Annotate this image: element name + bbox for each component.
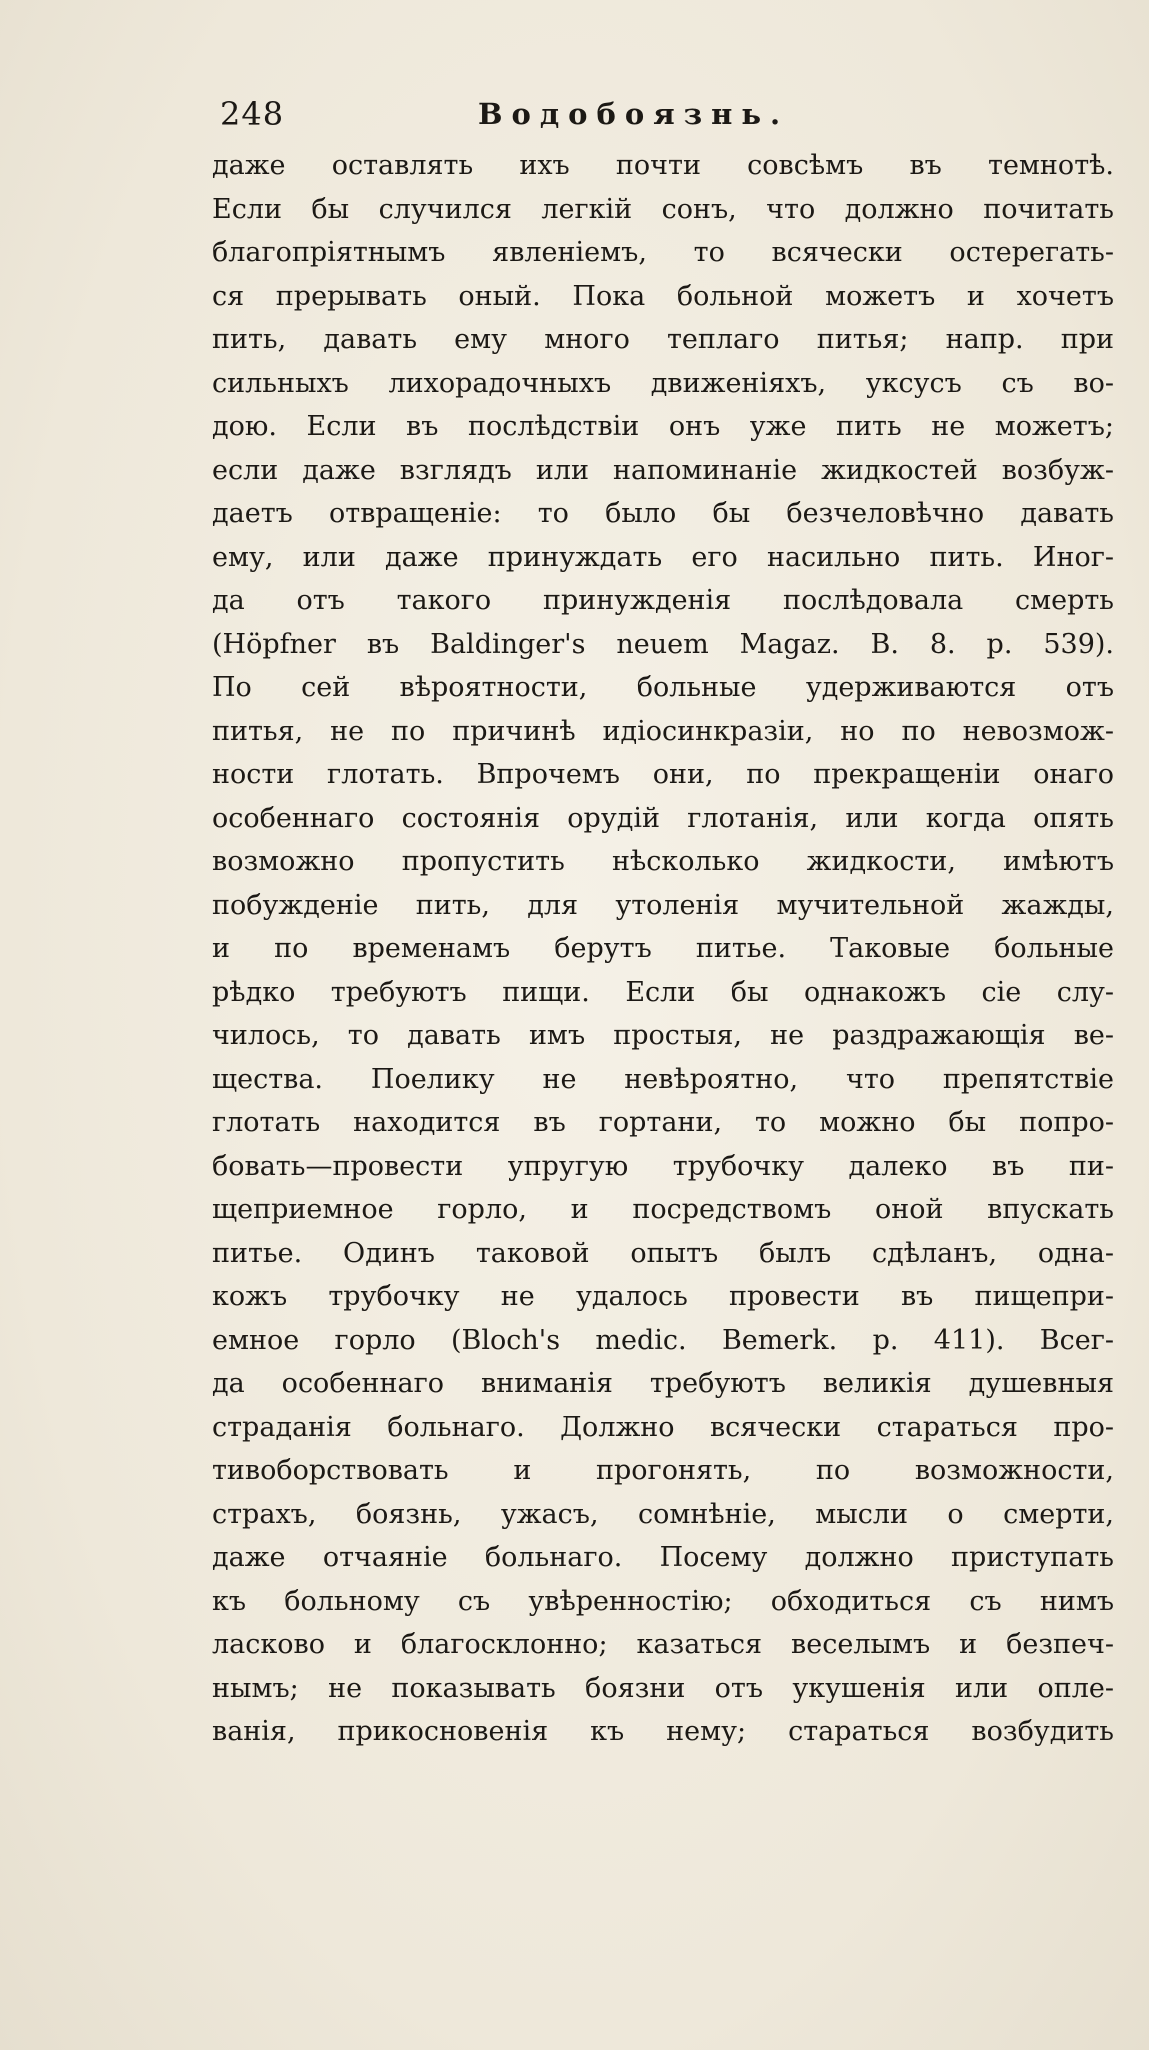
text-line: если даже взглядъ или напоминаніе жидкостей возбуж- (212, 454, 1114, 486)
text-line: сильныхъ лихорадочныхъ движеніяхъ, уксусъ съ во- (212, 367, 1114, 399)
text-line: нымъ; не показывать боязни отъ укушенія или опле- (212, 1672, 1114, 1704)
text-line: благопріятнымъ явленіемъ, то всячески остерегать- (212, 237, 1114, 268)
text-line: рѣдко требуютъ пищи. Если бы однакожъ сіе слу- (212, 976, 1114, 1008)
text-line: возможно пропустить нѣсколько жидкости, имѣютъ (212, 846, 1114, 877)
text-line: глотать находится въ гортани, то можно бы попро- (212, 1107, 1114, 1138)
text-line: (Höpfner въ Baldinger's neuem Magaz. B. 8. p. 539). (212, 628, 1114, 660)
text-line: побужденіе пить, для утоленія мучительной жажды, (212, 889, 1114, 921)
text-line: пить, давать ему много теплаго питья; напр. при (212, 324, 1114, 355)
text-line: даже оставлять ихъ почти совсѣмъ въ темнотѣ. (212, 150, 1114, 181)
text-line: къ больному съ увѣренностію; обходиться съ нимъ (212, 1585, 1114, 1617)
text-line: питье. Одинъ таковой опытъ былъ сдѣланъ, одна- (212, 1237, 1114, 1269)
text-line: особеннаго состоянія орудій глотанія, или когда опять (212, 802, 1114, 834)
text-line: даетъ отвращеніе: то было бы безчеловѣчно давать (212, 498, 1114, 529)
text-line: ся прерывать оный. Пока больной можетъ и хочетъ (212, 280, 1114, 312)
text-line: чилось, то давать имъ простыя, не раздражающія ве- (212, 1020, 1114, 1051)
text-line: страхъ, боязнь, ужасъ, сомнѣніе, мысли о смерти, (212, 1498, 1114, 1530)
text-line: и по временамъ берутъ питье. Таковые больные (212, 933, 1114, 964)
text-line: емное горло (Bloch's medic. Bemerk. p. 411). Всег- (212, 1324, 1114, 1356)
page-header (210, 95, 1110, 135)
text-line: да отъ такого принужденія послѣдовала смерть (212, 585, 1114, 616)
text-line: ности глотать. Впрочемъ они, по прекращеніи онаго (212, 759, 1114, 790)
page-number: 248 (220, 95, 285, 133)
text-line: ванія, прикосновенія къ нему; стараться возбудить (212, 1716, 1114, 1747)
body-text (212, 144, 1114, 1754)
text-line: тивоборствовать и прогонять, по возможности, (212, 1455, 1114, 1486)
text-line: щеприемное горло, и посредствомъ оной впускать (212, 1194, 1114, 1225)
running-head: Водобоязнь. (478, 97, 790, 131)
text-line: кожъ трубочку не удалось провести въ пищепри- (212, 1281, 1114, 1312)
text-line: страданія больнаго. Должно всячески стараться про- (212, 1411, 1114, 1443)
text-line: ласково и благосклонно; казаться веселымъ и безпеч- (212, 1629, 1114, 1660)
text-line: да особеннаго вниманія требуютъ великія душевныя (212, 1368, 1114, 1399)
text-line: питья, не по причинѣ идіосинкразіи, но по невозмож- (212, 715, 1114, 747)
text-line: По сей вѣроятности, больные удерживаются отъ (212, 672, 1114, 703)
text-line: Если бы случился легкій сонъ, что должно почитать (212, 193, 1114, 225)
text-line: бовать—провести упругую трубочку далеко въ пи- (212, 1150, 1114, 1182)
text-line: даже отчаяніе больнаго. Посему должно приступать (212, 1542, 1114, 1573)
text-line: дою. Если въ послѣдствіи онъ уже пить не можетъ; (212, 411, 1114, 442)
text-line: щества. Поелику не невѣроятно, что препятствіе (212, 1063, 1114, 1095)
text-line: ему, или даже принуждать его насильно пить. Иног- (212, 541, 1114, 573)
